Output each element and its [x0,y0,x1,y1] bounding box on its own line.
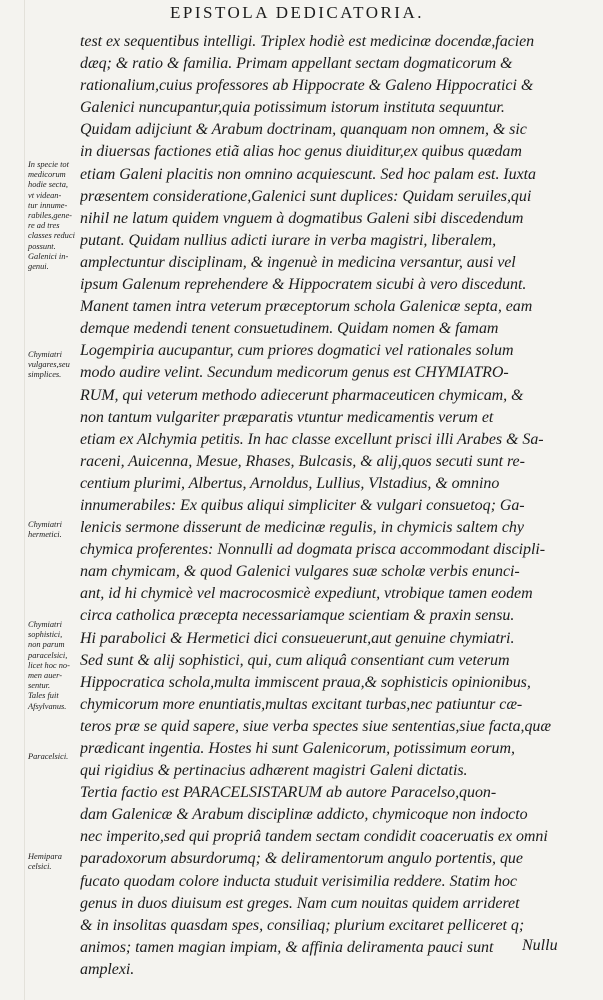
text-line: chymica proferentes: Nonnulli ad dogmata prisca accommodant discipli- [80,541,546,559]
text-line: dam Galenicæ & Arabum disciplinæ addicto, chymicoque non indocto [80,806,528,824]
text-line: animos; tamen magian impiam, & affinia deliramenta pauci sunt [80,938,494,956]
text-line: innumerabiles: Ex quibus aliqui simpliciter & vulgari consuetoq; Ga- [80,496,525,514]
margin-note-line: men auer- [28,671,63,681]
text-line: paradoxorum absurdorumq; & deliramentorum angulo portentis, que [80,850,523,868]
text-line: ipsum Galenum reprehendere & Hippocratem sicubi à vero discedunt. [80,276,527,294]
text-line: demque medendi tenent consuetudinem. Quidam nomen & famam [80,320,499,338]
margin-note-line: hermetici. [28,530,62,540]
text-line: Manent tamen intra veterum præceptorum schola Galenicæ septa, eam [80,298,533,316]
text-line: Sed sunt & alij sophistici, qui, cum aliquâ consentiant cum veterum [80,651,510,669]
text-line: amplexi. [80,960,135,978]
text-line: fucato quodam colore inducta studuit verisimilia reddere. Statim hoc [80,872,517,890]
text-line: rationalium,cuius professores ab Hippocrate & Galeno Hippocratici & [80,77,534,95]
margin-note-line: licet hoc no- [28,660,70,670]
text-line: raceni, Auicenna, Mesue, Rhases, Bulcasis, & alij,quos secuti sunt re- [80,452,525,470]
text-line: putant. Quidam nullius adicti iurare in verba magistri, liberalem, [80,231,497,249]
margin-note-line: sentur. [28,681,51,691]
margin-note [28,620,78,712]
margin-note-line: Chymiatri [28,350,62,359]
text-line: præsentem consideratione,Galenici sunt duplices: Quidam seruiles,qui [80,187,532,205]
margin-note [28,520,78,540]
text-line: nihil ne latum quidem vnguem à dogmatibus Galeni sibi discedendum [80,209,524,227]
text-line: centium plurimi, Albertus, Arnoldus, Lullius, Vlstadius, & omnino [80,474,500,492]
margin-note-line: Paracelsici. [28,752,69,761]
text-line: dæq; & ratio & familia. Primam appellant sectam dogmaticorum & [80,55,513,73]
text-line: Hippocratica schola,multa immiscent praua,& sophisticis opinionibus, [80,673,531,691]
text-line: Hi parabolici & Hermetici dici consueuerunt,aut genuine chymiatri. [80,629,515,647]
margin-note-line: Chymiatri [28,620,62,629]
margin-note-line: genui. [28,262,49,272]
margin-note-line: hodie secta, [28,180,69,190]
margin-note-line: rabiles,gene- [28,211,72,221]
margin-note-line: re ad tres [28,221,60,231]
text-line: nec imperito,sed qui propriâ tandem sectam condidit coaceruatis ex omni [80,828,548,846]
text-line: etiam ex Alchymia petitis. In hac classe excellunt prisci illi Arabes & Sa- [80,430,544,448]
text-line: modo audire velint. Secundum medicorum genus est CHYMIATRO- [80,364,509,382]
text-line: RUM, qui veterum methodo adiecerunt pharmaceuticen chymicam, & [80,386,524,404]
text-line: non tantum vulgariter præparatis vtuntur medicamentis verum et [80,408,494,426]
margin-note-line: celsici. [28,862,52,872]
margin-note-line: Galenici in- [28,251,69,261]
margin-note-line: classes reduci [28,231,75,241]
text-line: ant, id hi chymicè vel macrocosmicè expediunt, vtrobique tamen eodem [80,585,533,603]
text-line: Galenici nuncupantur,quia potissimum istorum instituta sequuntur. [80,99,505,117]
text-line: Quidam adijciunt & Arabum doctrinam, quanquam non omnem, & sic [80,121,527,139]
text-line: in diuersas factiones etiã alias hoc genus diuiditur,ex quibus quædam [80,143,522,161]
margin-note [28,160,78,272]
margin-note [28,350,78,381]
margin-note-line: simplices. [28,370,62,380]
text-line: circa catholica præcepta necessariamque scientiam & praxin sensu. [80,607,515,625]
margin-note-line: medicorum [28,170,66,180]
margin-note [28,852,78,872]
text-line: qui rigidius & pertinacius adhærent magistri Galeni dictatis. [80,762,468,780]
margin-note-line: possunt. [28,241,56,251]
margin-note-line: Chymiatri [28,520,62,529]
text-line: Logempiria aucupantur, cum priores dogmatici vel rationales solum [80,342,514,360]
text-line: genus in duos diuisum est greges. Nam cum nouitas quidem arrideret [80,894,520,912]
body-text [80,31,598,981]
margin-note-line: Tales fuit [28,691,59,701]
page-header: EPISTOLA DEDICATORIA. [170,3,424,22]
margin-note-line: Afsylvanus. [28,701,67,711]
text-line: nam chymicam, & quod Galenici vulgares suæ scholæ verbis enunci- [80,563,520,581]
text-line: etiam Galeni placitis non omnino acquiescunt. Sed hoc palam est. Iuxta [80,165,536,183]
margin-note-line: sophistici, [28,630,63,640]
page-gutter-shade [24,0,25,1000]
margin-note-line: vt videan- [28,190,62,200]
margin-note-line: vulgares,seu [28,360,70,370]
margin-note [28,752,78,762]
text-line: lenicis sermone disserunt de medicinæ regulis, in chymicis saltem chy [80,519,524,537]
catchword: Nullu [522,937,558,954]
margin-note-line: In specie tot [28,160,69,169]
margin-note-line: non parum [28,640,65,650]
text-line: amplectuntur disciplinam, & ingenuè in medicina versantur, ausi vel [80,253,516,271]
text-line: teros præ se quid sapere, siue verba spectes siue sententias,siue facta,quæ [80,717,552,735]
margin-note-line: tur innume- [28,200,68,210]
margin-note-line: Hemipara [28,852,62,861]
text-line: prædicant ingentia. Hostes hi sunt Galenicorum, potissimum eorum, [80,740,515,757]
margin-note-line: paracelsici, [28,650,68,660]
text-line: Tertia factio est PARACELSISTARUM ab autore Paracelso,quon- [80,784,497,802]
text-line: chymicorum more enuntiatis,multas excitant turbas,nec patiuntur cæ- [80,695,523,713]
text-line: & in insolitas quasdam spes, consiliaq; plurium excitaret pelliceret q; [80,916,525,934]
text-line: test ex sequentibus intelligi. Triplex hodiè est medicinæ docendæ,facien [80,33,535,50]
